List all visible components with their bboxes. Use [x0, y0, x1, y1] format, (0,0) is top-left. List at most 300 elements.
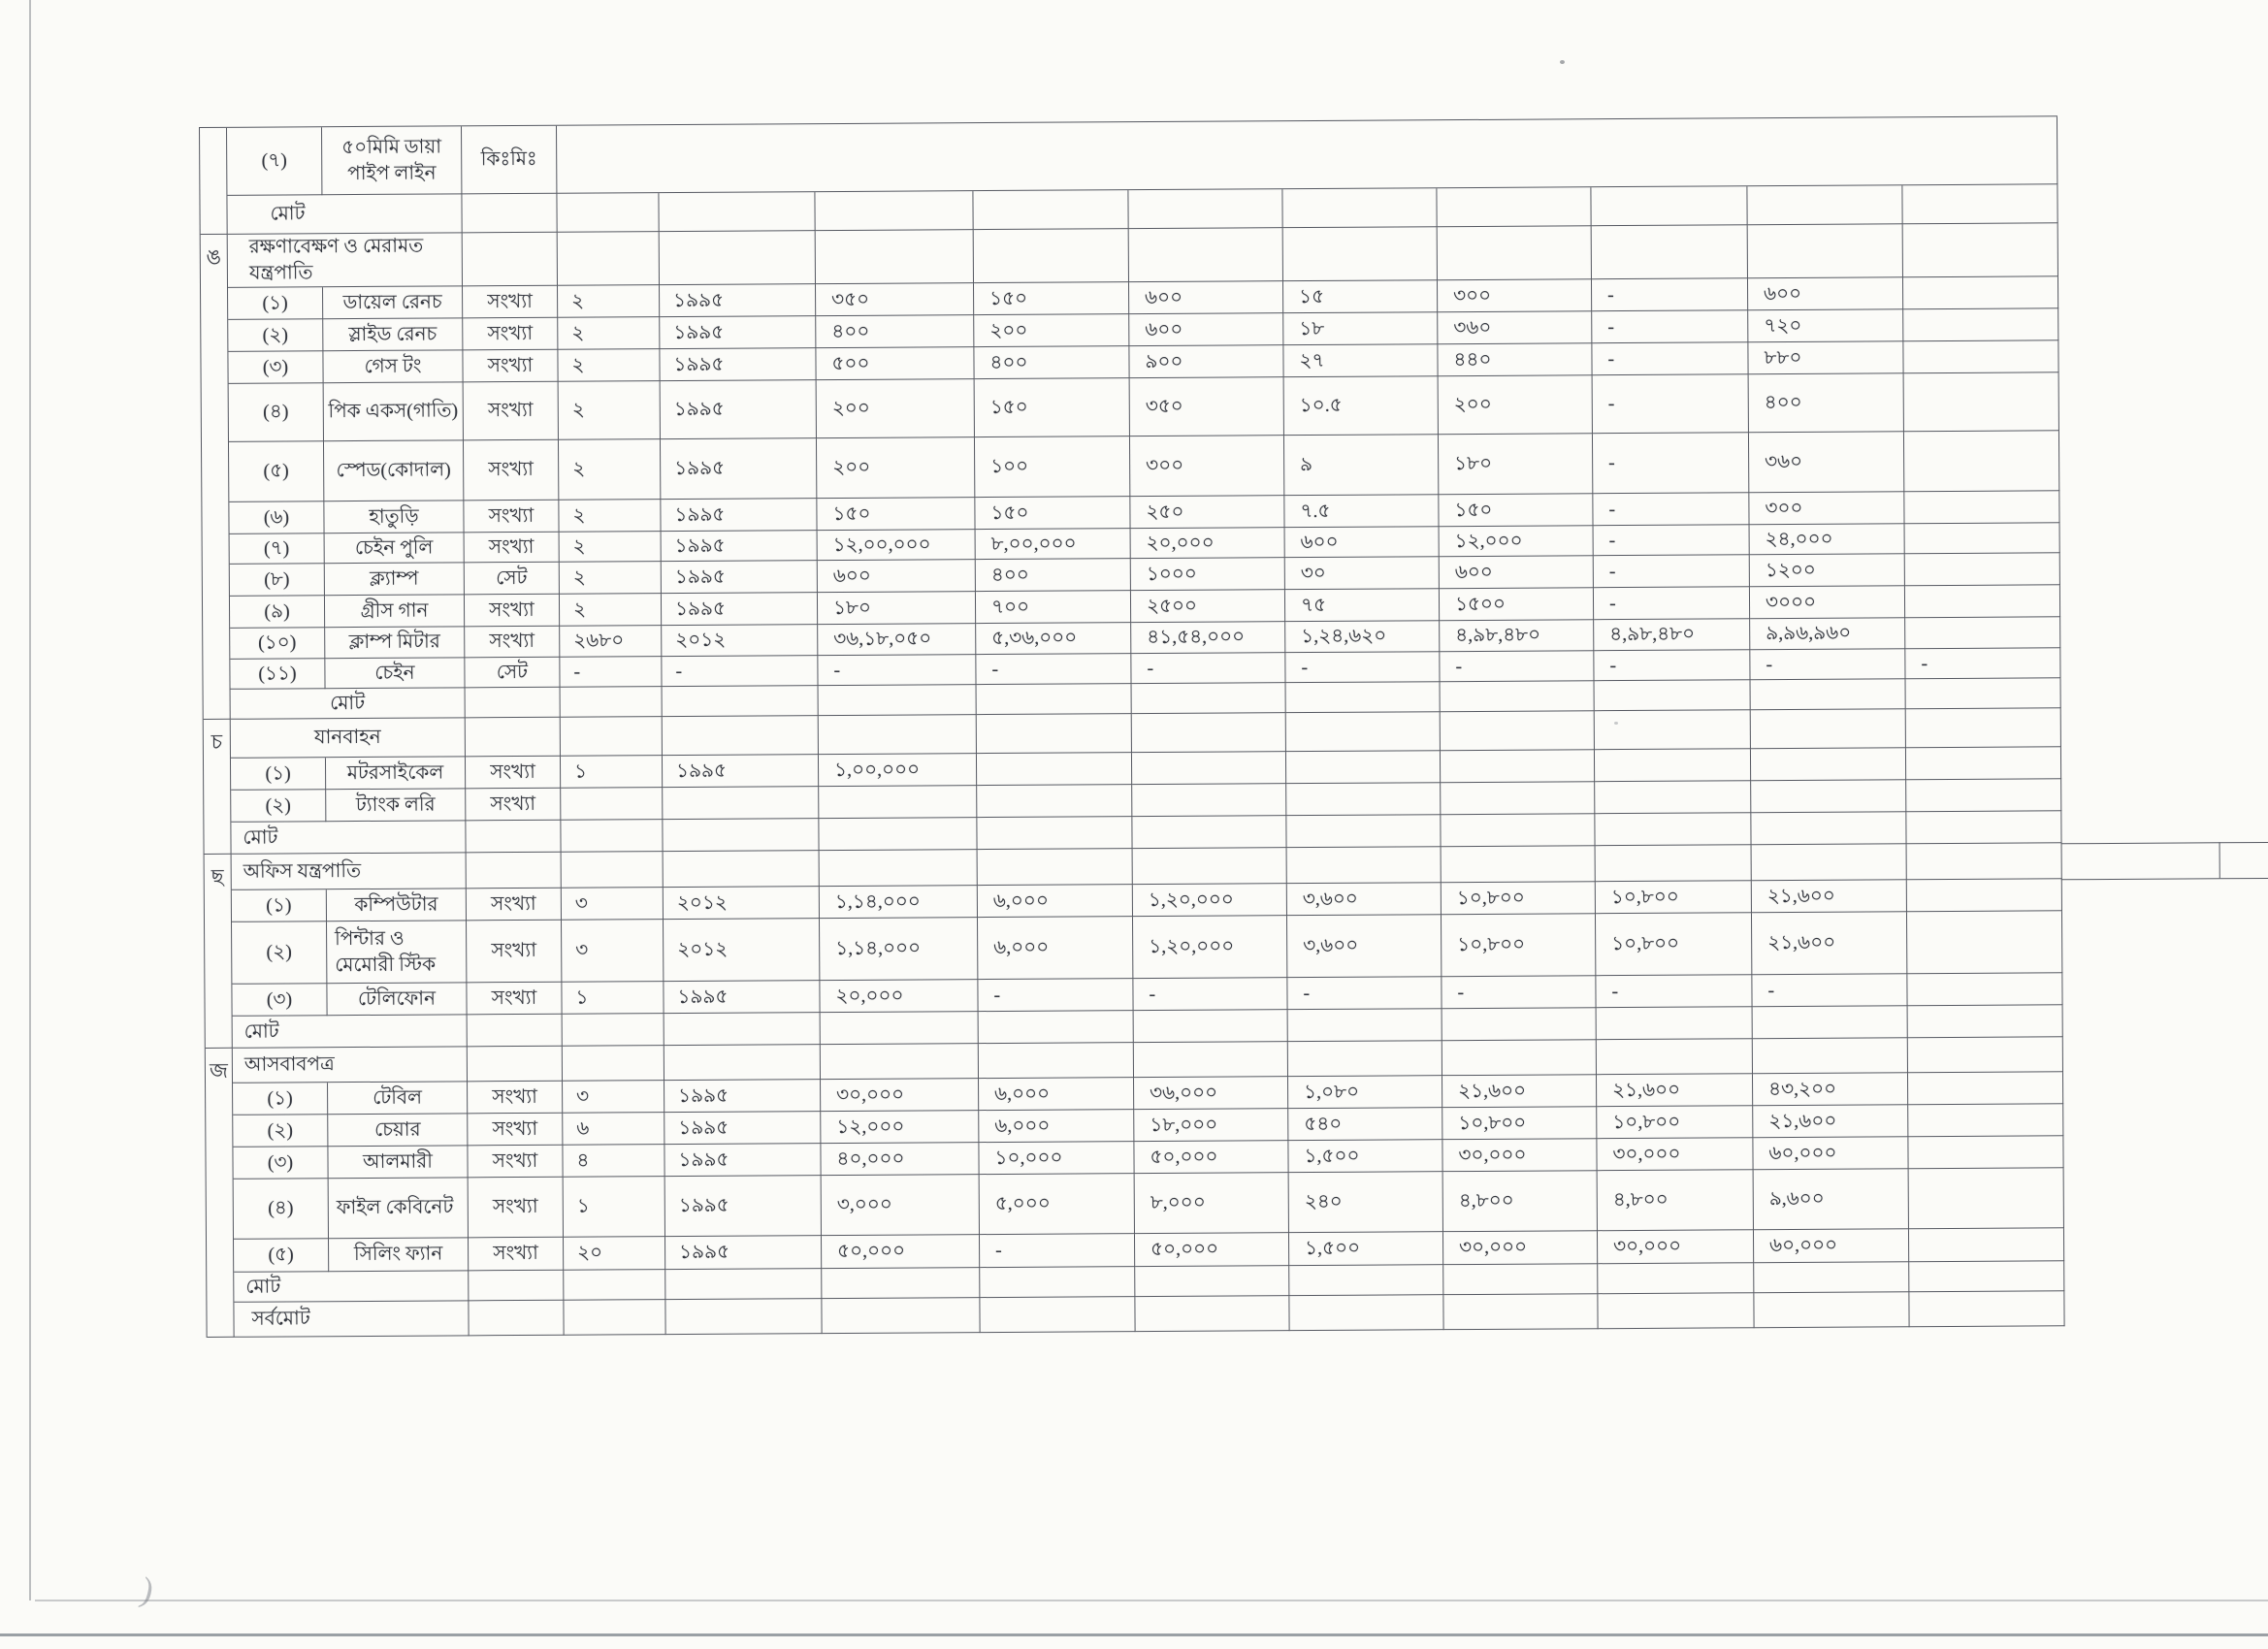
- margin-overrun-line-bottom: [2061, 878, 2268, 881]
- empty-cell: [1282, 188, 1437, 228]
- row-num-cell: (১০): [230, 628, 325, 660]
- value-cell: [1905, 553, 2060, 586]
- value-cell: ১০০: [975, 436, 1130, 498]
- empty-cell: [973, 190, 1128, 230]
- value-cell: [1904, 431, 2059, 492]
- item-name-cell: চেয়ার: [328, 1114, 468, 1147]
- empty-cell: [1908, 1005, 2063, 1038]
- value-cell: [1751, 748, 1906, 781]
- empty-cell: [466, 718, 561, 758]
- value-cell: [1903, 340, 2058, 373]
- qty-cell: ২: [560, 594, 662, 627]
- item-name-cell: ক্লাম্প মিটার: [325, 627, 465, 659]
- row-num-cell: (৩): [233, 1147, 328, 1180]
- row-num-cell: (৬): [229, 501, 324, 534]
- value-cell: [1595, 749, 1751, 782]
- empty-cell: [821, 1044, 979, 1080]
- empty-cell: [819, 715, 977, 755]
- value-cell: ৪৪০: [1438, 343, 1592, 376]
- row-num-cell: (১): [232, 889, 327, 922]
- empty-cell: [977, 817, 1132, 850]
- value-cell: ৩৬,১৮,০৫০: [818, 624, 976, 656]
- value-cell: -: [1594, 650, 1750, 681]
- value-cell: ৯০০: [1129, 345, 1283, 378]
- margin-overrun-line-top: [2061, 842, 2268, 845]
- value-cell: -: [1133, 978, 1287, 1011]
- item-name-cell: স্পেড(কোদাল): [324, 440, 464, 501]
- year-cell: ১৯৯৫: [660, 348, 816, 381]
- value-cell: ৬০০: [1129, 281, 1283, 314]
- value-cell: ৪০০: [976, 559, 1131, 592]
- value-cell: [1908, 1072, 2063, 1105]
- value-cell: ৯: [1284, 435, 1439, 496]
- item-name-cell: ফাইল কেবিনেট: [329, 1178, 469, 1239]
- empty-cell: [462, 194, 557, 234]
- section-letter-cell: জ: [206, 1049, 235, 1338]
- value-cell: ২১,৬০০: [1442, 1075, 1597, 1108]
- empty-cell: [1903, 223, 2058, 277]
- value-cell: [1905, 585, 2060, 618]
- empty-cell: [1134, 1010, 1288, 1043]
- value-cell: ৩০,০০০: [1443, 1231, 1598, 1265]
- year-cell: ১৯৯৫: [661, 380, 817, 439]
- value-cell: -: [1752, 974, 1907, 1007]
- year-cell: ১৯৯৫: [664, 1144, 821, 1177]
- empty-cell: [664, 851, 820, 888]
- section-title-cell: যানবাহন: [231, 718, 466, 758]
- value-cell: ১২০০: [1750, 554, 1905, 587]
- value-cell: ১,১৪,০০০: [820, 886, 978, 919]
- merged-empty-cell: [557, 116, 2057, 193]
- value-cell: ৫৪০: [1288, 1108, 1442, 1141]
- empty-cell: [563, 1046, 664, 1082]
- empty-cell: [1442, 1040, 1597, 1076]
- value-cell: -: [1594, 587, 1750, 620]
- value-cell: [1441, 782, 1595, 815]
- empty-cell: [663, 716, 819, 756]
- empty-cell: [821, 1012, 979, 1045]
- empty-cell: [1754, 1292, 1909, 1328]
- value-cell: ৩৬০: [1438, 311, 1592, 344]
- value-cell: ৬০০: [1748, 277, 1903, 310]
- empty-cell: [979, 1011, 1134, 1044]
- value-cell: [1909, 1168, 2064, 1229]
- year-cell: ২০১২: [664, 887, 820, 920]
- empty-cell: [1906, 811, 2061, 844]
- empty-cell: [819, 818, 977, 851]
- value-cell: ১,৫০০: [1289, 1232, 1443, 1266]
- value-cell: -: [976, 654, 1131, 685]
- value-cell: -: [1596, 975, 1752, 1008]
- value-cell: ৫০,০০০: [1134, 1141, 1288, 1174]
- value-cell: ৮,০০০: [1135, 1173, 1289, 1234]
- value-cell: ১,৫০০: [1288, 1140, 1442, 1173]
- value-cell: [977, 753, 1132, 786]
- qty-cell: ৪: [563, 1145, 664, 1178]
- qty-cell: ২০: [564, 1237, 665, 1271]
- item-name-cell: চেইন পুলি: [325, 533, 465, 564]
- value-cell: -: [1593, 493, 1749, 526]
- value-cell: ৬,০০০: [978, 885, 1133, 918]
- empty-cell: [1442, 1008, 1597, 1041]
- value-cell: ২৫০০: [1131, 590, 1285, 623]
- empty-cell: [1752, 844, 1907, 881]
- empty-cell: [1129, 228, 1283, 282]
- qty-cell: ৩: [563, 1081, 664, 1114]
- empty-cell: [1907, 843, 2062, 880]
- value-cell: ২০০: [817, 379, 975, 438]
- value-cell: ১৮: [1283, 312, 1438, 345]
- section-letter-cell: ঙ: [201, 235, 231, 720]
- unit-cell: সংখ্যা: [468, 1114, 563, 1147]
- value-cell: -: [1131, 653, 1285, 684]
- margin-overrun-divider: [2219, 842, 2221, 878]
- value-cell: ৩০: [1285, 557, 1440, 590]
- value-cell: [1907, 879, 2062, 912]
- unit-cell: সংখ্যা: [469, 1178, 564, 1239]
- qty-cell: ২: [558, 317, 660, 350]
- value-cell: [1132, 784, 1286, 817]
- empty-cell: [1902, 184, 2057, 224]
- unit-cell: সংখ্যা: [463, 286, 558, 319]
- empty-cell: [1906, 678, 2061, 709]
- value-cell: [1909, 1228, 2064, 1262]
- empty-cell: [1591, 186, 1747, 226]
- empty-cell: [561, 717, 663, 757]
- qty-cell: ৬: [563, 1113, 664, 1146]
- value-cell: ৪,৮০০: [1598, 1170, 1754, 1231]
- row-num-cell: (৭): [227, 127, 322, 196]
- value-cell: ৩০,০০০: [1442, 1139, 1597, 1172]
- empty-cell: [1595, 710, 1751, 750]
- value-cell: ৬,০০০: [978, 917, 1133, 980]
- section-letter-cell: চ: [204, 720, 232, 855]
- row-num-cell: (৫): [234, 1239, 329, 1273]
- empty-cell: [563, 1014, 664, 1047]
- empty-cell: [1598, 1263, 1754, 1294]
- empty-cell: [1909, 1261, 2064, 1292]
- value-cell: ১৫০: [975, 497, 1130, 530]
- empty-cell: [1134, 1042, 1288, 1078]
- unit-cell: সংখ্যা: [464, 382, 559, 441]
- value-cell: ২১,৬০০: [1597, 1074, 1753, 1107]
- value-cell: ৭.৫: [1284, 495, 1439, 528]
- unit-cell: সংখ্যা: [466, 789, 561, 822]
- row-num-cell: (২): [232, 922, 327, 985]
- value-cell: ২১,৬০০: [1752, 880, 1907, 913]
- value-cell: ১০,০০০: [979, 1142, 1134, 1175]
- value-cell: [1908, 1136, 2063, 1169]
- empty-cell: [558, 232, 660, 286]
- empty-cell: [819, 685, 977, 716]
- year-cell: ২০১২: [662, 625, 818, 657]
- value-cell: ১৮,০০০: [1134, 1109, 1288, 1142]
- value-cell: ৬০০: [1440, 556, 1594, 589]
- value-cell: -: [1440, 651, 1594, 682]
- year-cell: ১৯৯৫: [663, 755, 819, 788]
- empty-cell: [1906, 708, 2061, 748]
- value-cell: -: [1594, 555, 1750, 588]
- value-cell: -: [818, 655, 976, 686]
- year-cell: ১৯৯৫: [662, 561, 818, 594]
- empty-cell: [562, 852, 664, 889]
- value-cell: ১৫০০: [1440, 588, 1594, 621]
- empty-cell: [979, 1043, 1134, 1079]
- empty-cell: [1286, 682, 1441, 713]
- row-num-cell: (২): [231, 790, 326, 823]
- unit-cell: সংখ্যা: [464, 440, 559, 501]
- value-cell: -: [1750, 649, 1905, 680]
- value-cell: ৬০,০০০: [1754, 1229, 1909, 1263]
- empty-cell: [561, 820, 663, 853]
- value-cell: ২৭: [1283, 344, 1438, 377]
- unit-cell: সেট: [465, 563, 560, 596]
- qty-cell: ১: [562, 982, 664, 1015]
- empty-cell: [1132, 713, 1286, 753]
- empty-cell: [1135, 1266, 1289, 1297]
- year-cell: -: [662, 656, 818, 687]
- empty-cell: [1128, 189, 1282, 229]
- value-cell: [1907, 973, 2062, 1006]
- qty-cell: [561, 788, 663, 821]
- total-label-cell: মোট: [231, 688, 466, 719]
- value-cell: -: [1442, 976, 1596, 1009]
- value-cell: ৩০,০০০: [821, 1079, 979, 1112]
- empty-cell: [1595, 813, 1751, 846]
- section-title-cell: আসবাবপত্র: [233, 1047, 468, 1083]
- value-cell: [1906, 779, 2061, 812]
- inventory-table: [199, 115, 2065, 1338]
- empty-cell: [467, 853, 562, 889]
- empty-cell: [1909, 1291, 2064, 1327]
- value-cell: ৮,০০,০০০: [976, 529, 1131, 560]
- unit-cell: সংখ্যা: [465, 595, 560, 628]
- value-cell: ৬০০: [1129, 313, 1283, 346]
- value-cell: ২৪,০০০: [1750, 524, 1905, 555]
- empty-cell: [466, 821, 561, 854]
- empty-cell: [1437, 187, 1591, 227]
- empty-cell: [1283, 227, 1438, 281]
- value-cell: ৫০,০০০: [1135, 1233, 1289, 1267]
- empty-cell: [1441, 814, 1595, 847]
- empty-cell: [1751, 679, 1906, 710]
- empty-cell: [469, 1271, 564, 1302]
- value-cell: [1904, 491, 2059, 524]
- empty-cell: [1287, 847, 1442, 884]
- empty-cell: [1751, 709, 1906, 749]
- empty-cell: [1289, 1265, 1443, 1296]
- unit-cell: সংখ্যা: [468, 1146, 563, 1179]
- value-cell: [1595, 781, 1751, 814]
- value-cell: ৩,৬০০: [1287, 915, 1442, 978]
- value-cell: ১৫: [1283, 280, 1438, 313]
- year-cell: ১৯৯৫: [661, 499, 817, 532]
- empty-cell: [468, 1015, 563, 1048]
- unit-cell: সংখ্যা: [463, 350, 558, 383]
- value-cell: [977, 785, 1132, 818]
- qty-cell: ৩: [562, 920, 664, 983]
- value-cell: ৪০০: [816, 315, 974, 348]
- row-num-cell: (৮): [230, 564, 325, 597]
- value-cell: ৩৬,০০০: [1134, 1077, 1288, 1110]
- empty-cell: [1592, 225, 1748, 279]
- value-cell: [1904, 372, 2059, 432]
- section-letter-cell: [200, 128, 228, 235]
- value-cell: [819, 786, 977, 819]
- value-cell: ৩৫০: [1130, 377, 1284, 436]
- empty-cell: [1132, 683, 1286, 714]
- empty-cell: [820, 850, 978, 887]
- value-cell: ১৫০: [1439, 494, 1593, 527]
- section-title-cell: রক্ষণাবেক্ষণ ও মেরামত যন্ত্রপাতি: [228, 233, 463, 287]
- value-cell: ২১,৬০০: [1753, 1105, 1908, 1138]
- row-num-cell: (১১): [230, 659, 325, 690]
- empty-cell: [822, 1268, 980, 1299]
- unit-cell: সংখ্যা: [465, 627, 560, 659]
- total-label-cell: সর্বমোট: [234, 1301, 469, 1337]
- value-cell: -: [1593, 433, 1749, 494]
- value-cell: ৪,৯৮,৪৮০: [1440, 620, 1594, 652]
- value-cell: ৪,৮০০: [1443, 1171, 1598, 1232]
- value-cell: ৩৫০: [816, 283, 974, 316]
- value-cell: ৩০০: [1749, 492, 1904, 525]
- value-cell: ১০,৮০০: [1442, 914, 1596, 977]
- value-cell: [1905, 617, 2060, 649]
- empty-cell: [663, 686, 819, 717]
- section-title-cell: অফিস যন্ত্রপাতি: [232, 853, 467, 889]
- qty-cell: ২৬৮০: [560, 626, 662, 658]
- qty-cell: ২: [560, 532, 662, 563]
- value-cell: ৪,৯৮,৪৮০: [1594, 619, 1750, 651]
- empty-cell: [466, 688, 561, 719]
- value-cell: ৭২০: [1748, 309, 1903, 342]
- page-edge-shadow: [35, 1600, 2268, 1601]
- year-cell: ১৯৯৫: [660, 316, 816, 349]
- empty-cell: [1753, 1038, 1908, 1074]
- empty-cell: [1443, 1264, 1598, 1295]
- value-cell: ৯,৯৬,৯৬০: [1750, 618, 1905, 650]
- value-cell: ৩০,০০০: [1598, 1230, 1754, 1264]
- value-cell: ১৮০: [1439, 434, 1593, 495]
- empty-cell: [564, 1270, 665, 1301]
- empty-cell: [1441, 681, 1595, 712]
- unit-cell: কিঃমিঃ: [462, 126, 557, 195]
- year-cell: ১৯৯৫: [664, 1112, 821, 1145]
- empty-cell: [822, 1298, 980, 1334]
- value-cell: ৪০০: [974, 346, 1129, 379]
- unit-cell: সংখ্যা: [469, 1238, 564, 1272]
- item-name-cell: পিন্টার ও মেমোরী স্টিক: [327, 921, 467, 984]
- value-cell: ১৫০: [974, 282, 1129, 315]
- empty-cell: [561, 687, 663, 718]
- value-cell: -: [1592, 310, 1748, 343]
- empty-cell: [1747, 185, 1902, 225]
- row-num-cell: (২): [228, 319, 323, 352]
- year-cell: ১৯৯৫: [665, 1176, 822, 1237]
- empty-cell: [1748, 224, 1903, 278]
- value-cell: -: [1592, 278, 1748, 311]
- pencil-mark: ): [137, 1569, 158, 1610]
- item-name-cell: টেলিফোন: [327, 983, 467, 1016]
- qty-cell: ২: [559, 381, 661, 440]
- value-cell: [1286, 751, 1441, 784]
- qty-cell: ২: [558, 349, 660, 382]
- value-cell: -: [1594, 525, 1750, 556]
- item-name-cell: সিলিং ফ্যান: [329, 1238, 469, 1272]
- value-cell: ১০,৮০০: [1442, 1107, 1597, 1140]
- value-cell: [1906, 747, 2061, 780]
- item-name-cell: ট্যাংক লরি: [326, 789, 466, 822]
- empty-cell: [659, 192, 815, 232]
- empty-cell: [1597, 1007, 1753, 1040]
- value-cell: [1441, 750, 1595, 783]
- value-cell: [1751, 780, 1906, 813]
- value-cell: ৩,০০০: [822, 1175, 980, 1236]
- value-cell: ৩,৬০০: [1287, 883, 1442, 916]
- row-num-cell: (১): [231, 758, 326, 791]
- item-name-cell: ৫০মিমি ডায়া পাইপ লাইন: [322, 126, 462, 195]
- year-cell: ১৯৯৫: [662, 593, 818, 626]
- value-cell: ৪১,৫৪,০০০: [1131, 622, 1285, 654]
- empty-cell: [1596, 845, 1752, 882]
- value-cell: ১,২০,০০০: [1133, 916, 1287, 979]
- value-cell: [1908, 1104, 2063, 1137]
- item-name-cell: হাতুড়ি: [324, 501, 464, 534]
- empty-cell: [1595, 680, 1751, 711]
- empty-cell: [1753, 1006, 1908, 1039]
- empty-cell: [564, 1300, 665, 1336]
- item-name-cell: কম্পিউটার: [327, 889, 467, 922]
- value-cell: -: [978, 979, 1133, 1012]
- row-num-cell: (২): [233, 1115, 328, 1148]
- unit-cell: সংখ্যা: [467, 983, 562, 1016]
- year-cell: ১৯৯৫: [661, 438, 817, 500]
- value-cell: ২৫০: [1130, 496, 1284, 529]
- empty-cell: [977, 684, 1132, 715]
- value-cell: -: [1593, 374, 1749, 434]
- value-cell: -: [1905, 648, 2060, 679]
- value-cell: ১০০০: [1131, 558, 1285, 591]
- value-cell: ২০০: [974, 314, 1129, 347]
- value-cell: ১০,৮০০: [1596, 913, 1752, 976]
- value-cell: ৩০০০: [1750, 586, 1905, 619]
- value-cell: -: [1592, 342, 1748, 375]
- empty-cell: [1286, 712, 1441, 752]
- empty-cell: [463, 233, 558, 287]
- row-num-cell: (১): [233, 1083, 328, 1116]
- row-num-cell: (৭): [230, 534, 325, 565]
- total-label-cell: মোট: [233, 1015, 468, 1048]
- empty-cell: [1133, 848, 1287, 885]
- empty-cell: [1289, 1295, 1443, 1331]
- value-cell: ৭৫: [1285, 589, 1440, 622]
- empty-cell: [1132, 816, 1286, 849]
- item-name-cell: আলমারী: [328, 1146, 468, 1179]
- empty-cell: [1288, 1009, 1442, 1042]
- value-cell: ১২,০০০: [821, 1111, 979, 1144]
- value-cell: ৫,৩৬,০০০: [976, 623, 1131, 655]
- value-cell: [1907, 911, 2062, 974]
- year-cell: [663, 787, 819, 820]
- unit-cell: সংখ্যা: [465, 533, 560, 564]
- item-name-cell: স্লাইড রেনচ: [323, 318, 463, 351]
- value-cell: ৭০০: [976, 591, 1131, 624]
- value-cell: ৬০০: [1285, 527, 1440, 558]
- value-cell: ১,২৪,৬২০: [1285, 621, 1440, 653]
- value-cell: [1903, 276, 2058, 309]
- unit-cell: সংখ্যা: [468, 1082, 563, 1115]
- year-cell: ১৯৯৫: [665, 1236, 822, 1270]
